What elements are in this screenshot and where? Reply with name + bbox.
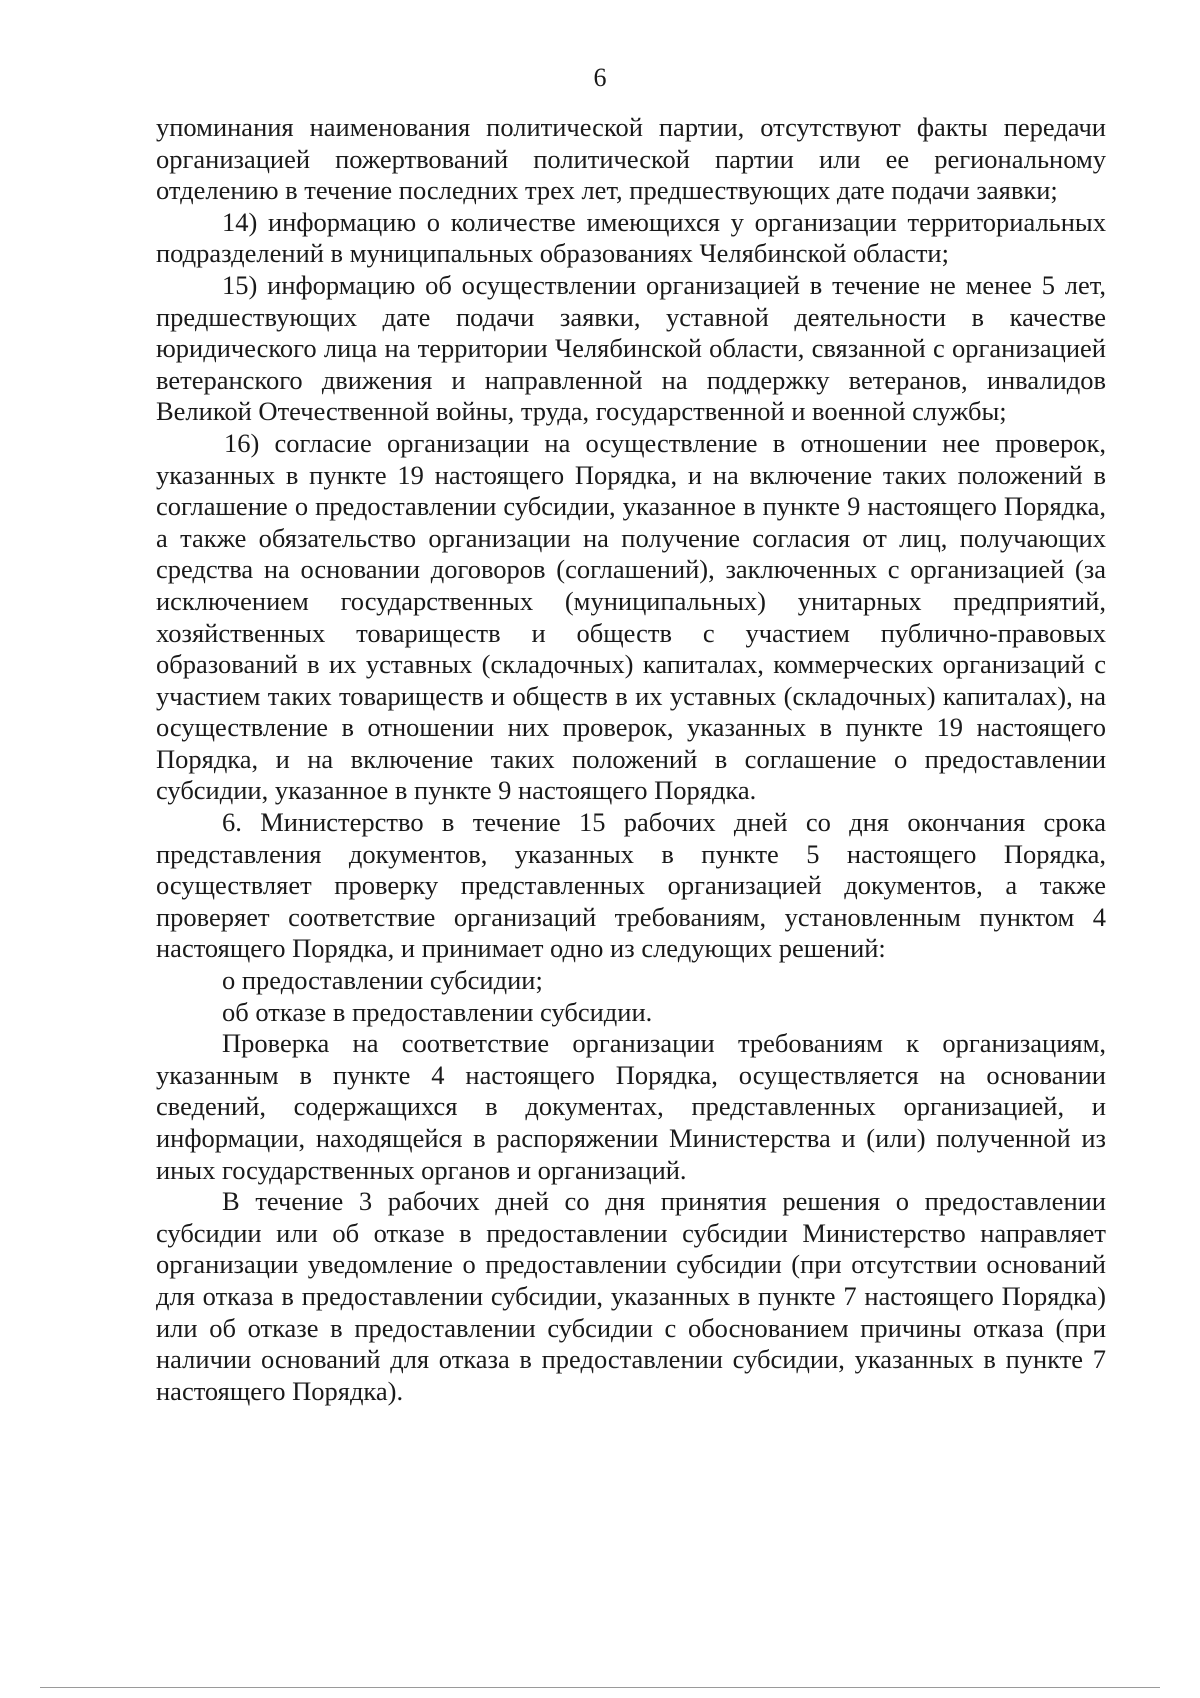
paragraph-continuation: упоминания наименования политической партии, отсутствуют факты передачи организацией пожертвований политической партии или ее региональному отделению в течение последних трех лет, предшествующих дате подачи заявки; (156, 112, 1106, 206)
page-number: 6 (593, 63, 607, 92)
paragraph-decision-refusal: об отказе в предоставлении субсидии. (222, 996, 653, 1027)
paragraph-notification: В течение 3 рабочих дней со дня принятия решения о предоставлении субсидии или об отказе в предоставлении субсидии Министерство направляет организации уведомление о предоставлении субсидии (при отсутствии оснований для отказа в предоставлении субсидии, указанных в пункте 7 настоящего Порядка) или об отказе в предоставлении субсидии с обоснованием причины отказа (при наличии оснований для отказа в предоставлении субсидии, указанных в пункте 7 настоящего Порядка). (156, 1186, 1106, 1406)
bottom-divider (40, 1687, 1160, 1688)
paragraph-item-14: 14) информацию о количестве имеющихся у организации территориальных подразделений в муниципальных образованиях Челябинской области; (156, 206, 1106, 269)
paragraph-decision-grant: о предоставлении субсидии; (222, 965, 543, 996)
paragraph-verification: Проверка на соответствие организации требованиям к организациям, указанным в пункте 4 настоящего Порядка, осуществляется на основании сведений, содержащихся в документах, представленных организацией, и информации, находящейся в распоряжении Министерства и (или) полученной из иных государственных органов и организаций. (156, 1028, 1106, 1185)
paragraph-section-6: 6. Министерство в течение 15 рабочих дней со дня окончания срока представления документов, указанных в пункте 5 настоящего Порядка, осуществляет проверку представленных организацией документов, а также проверяет соответствие организаций требованиям, установленным пунктом 4 настоящего Порядка, и принимает одно из следующих решений: (156, 807, 1106, 964)
paragraph-item-15: 15) информацию об осуществлении организацией в течение не менее 5 лет, предшествующих дате подачи заявки, уставной деятельности в качестве юридического лица на территории Челябинской области, связанной с организацией ветеранского движения и направленной на поддержку ветеранов, инвалидов Великой Отечественной войны, труда, государственной и военной службы; (156, 269, 1106, 427)
paragraph-item-16: 16) согласие организации на осуществление в отношении нее проверок, указанных в пункте 19 настоящего Порядка, и на включение таких положений в соглашение о предоставлении субсидии, указанное в пункте 9 настоящего Порядка, а также обязательство организации на получение согласия от лиц, получающих средства на основании договоров (соглашений), заключенных с организацией (за исключением государственных (муниципальных) унитарных предприятий, хозяйственных товариществ и обществ с участием публично-правовых образований в их уставных (складочных) капиталах, коммерческих организаций с участием таких товариществ и обществ в их уставных (складочных) капиталах), на осуществление в отношении них проверок, указанных в пункте 19 настоящего Порядка, и на включение таких положений в соглашение о предоставлении субсидии, указанное в пункте 9 настоящего Порядка. (156, 427, 1106, 806)
document-body (156, 112, 1106, 1407)
